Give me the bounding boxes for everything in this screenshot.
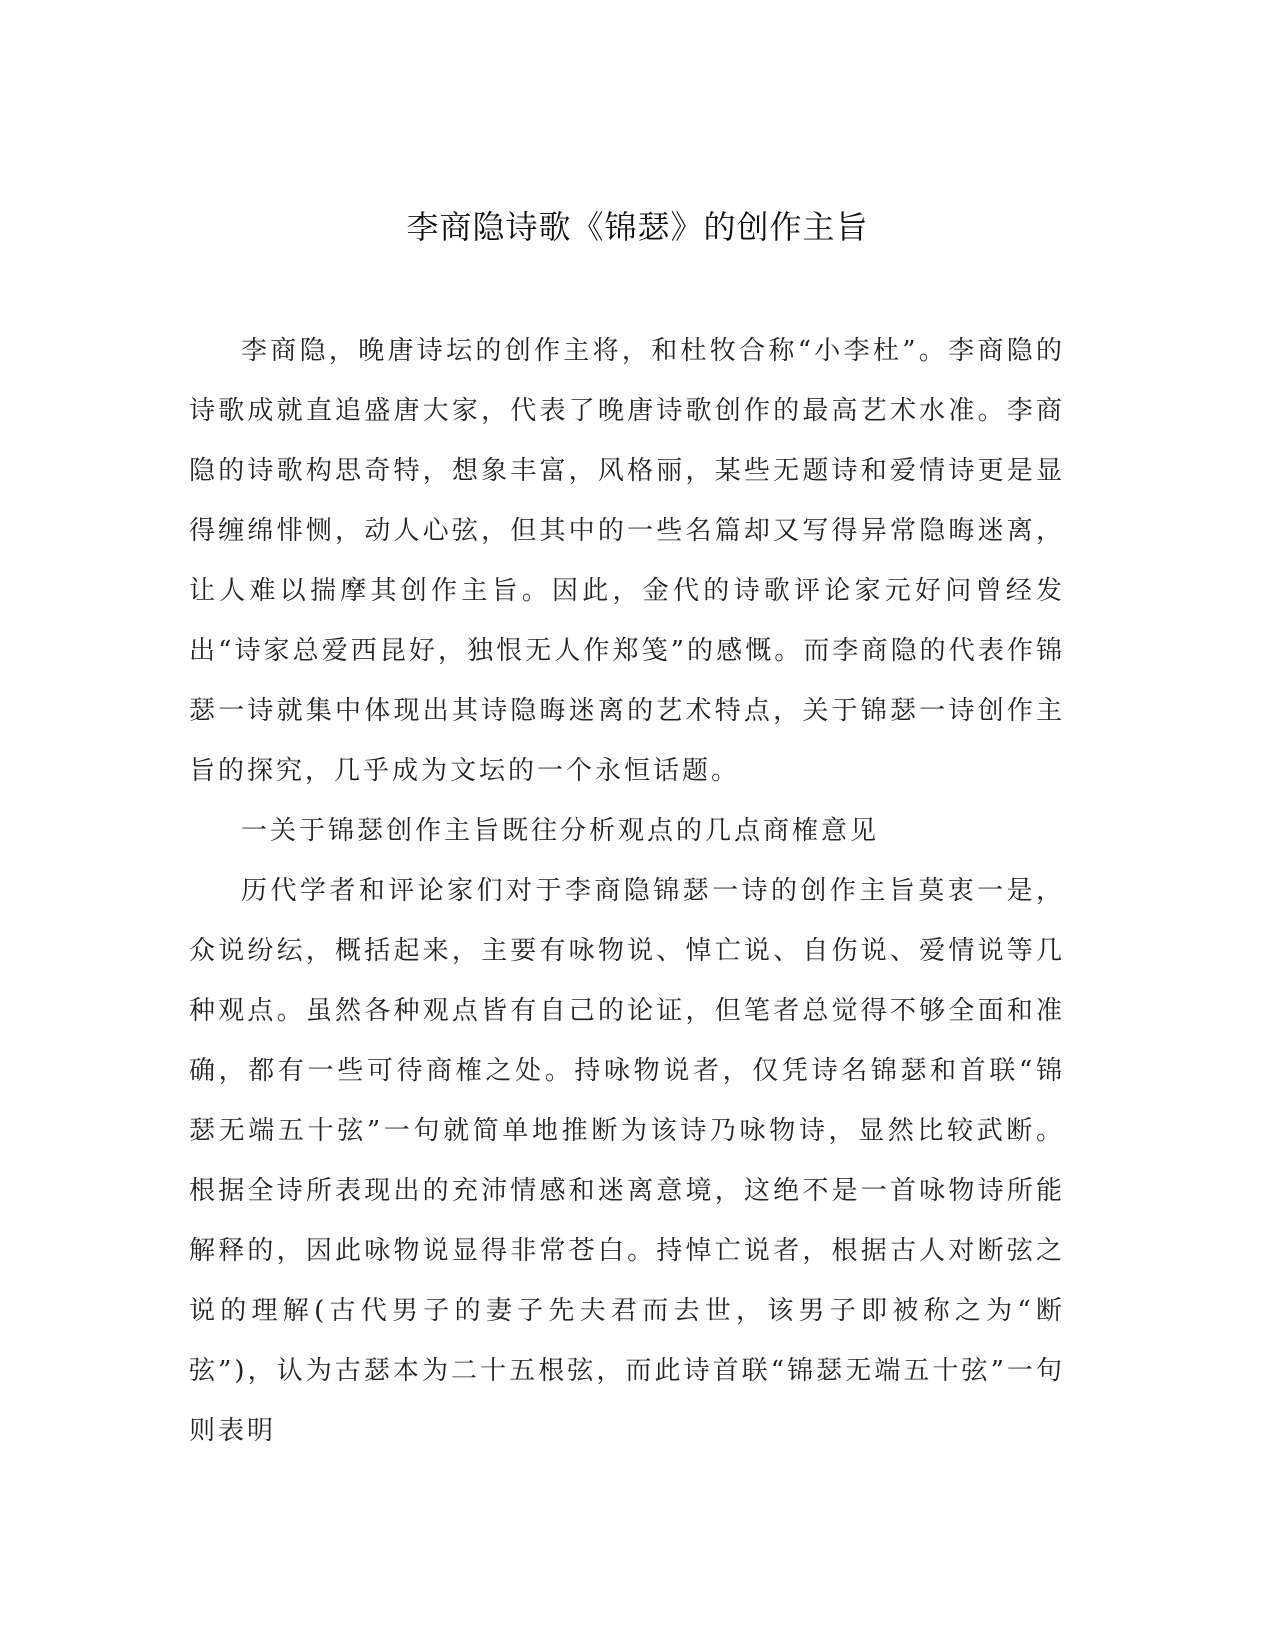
document-title: 李商隐诗歌《锦瑟》的创作主旨: [406, 208, 869, 246]
paragraph-analysis: 历代学者和评论家们对于李商隐锦瑟一诗的创作主旨莫衷一是，众说纷纭，概括起来，主要有咏物说、悼亡说、自伤说、爱情说等几种观点。虽然各种观点皆有自己的论证，但笔者总觉得不够全面和准确，都有一些可待商榷之处。持咏物说者，仅凭诗名锦瑟和首联“锦瑟无端五十弦”一句就简单地推断为该诗乃咏物诗，显然比较武断。根据全诗所表现出的充沛情感和迷离意境，这绝不是一首咏物诗所能解释的，因此咏物说显得非常苍白。持悼亡说者，根据古人对断弦之说的理解(古代男子的妻子先夫君而去世，该男子即被称之为“断弦”)，认为古瑟本为二十五根弦，而此诗首联“锦瑟无端五十弦”一句则表明: [189, 876, 1065, 1446]
section-heading: 一关于锦瑟创作主旨既往分析观点的几点商榷意见: [241, 816, 880, 846]
document-body: [189, 321, 1065, 1461]
paragraph-intro: 李商隐，晚唐诗坛的创作主将，和杜牧合称“小李杜”。李商隐的诗歌成就直追盛唐大家，代表了晚唐诗歌创作的最高艺术水准。李商隐的诗歌构思奇特，想象丰富，风格丽，某些无题诗和爱情诗更是显得缠绵悱恻，动人心弦，但其中的一些名篇却又写得异常隐晦迷离，让人难以揣摩其创作主旨。因此，金代的诗歌评论家元好问曾经发出“诗家总爱西昆好，独恨无人作郑笺”的感慨。而李商隐的代表作锦瑟一诗就集中体现出其诗隐晦迷离的艺术特点，关于锦瑟一诗创作主旨的探究，几乎成为文坛的一个永恒话题。: [189, 336, 1065, 786]
